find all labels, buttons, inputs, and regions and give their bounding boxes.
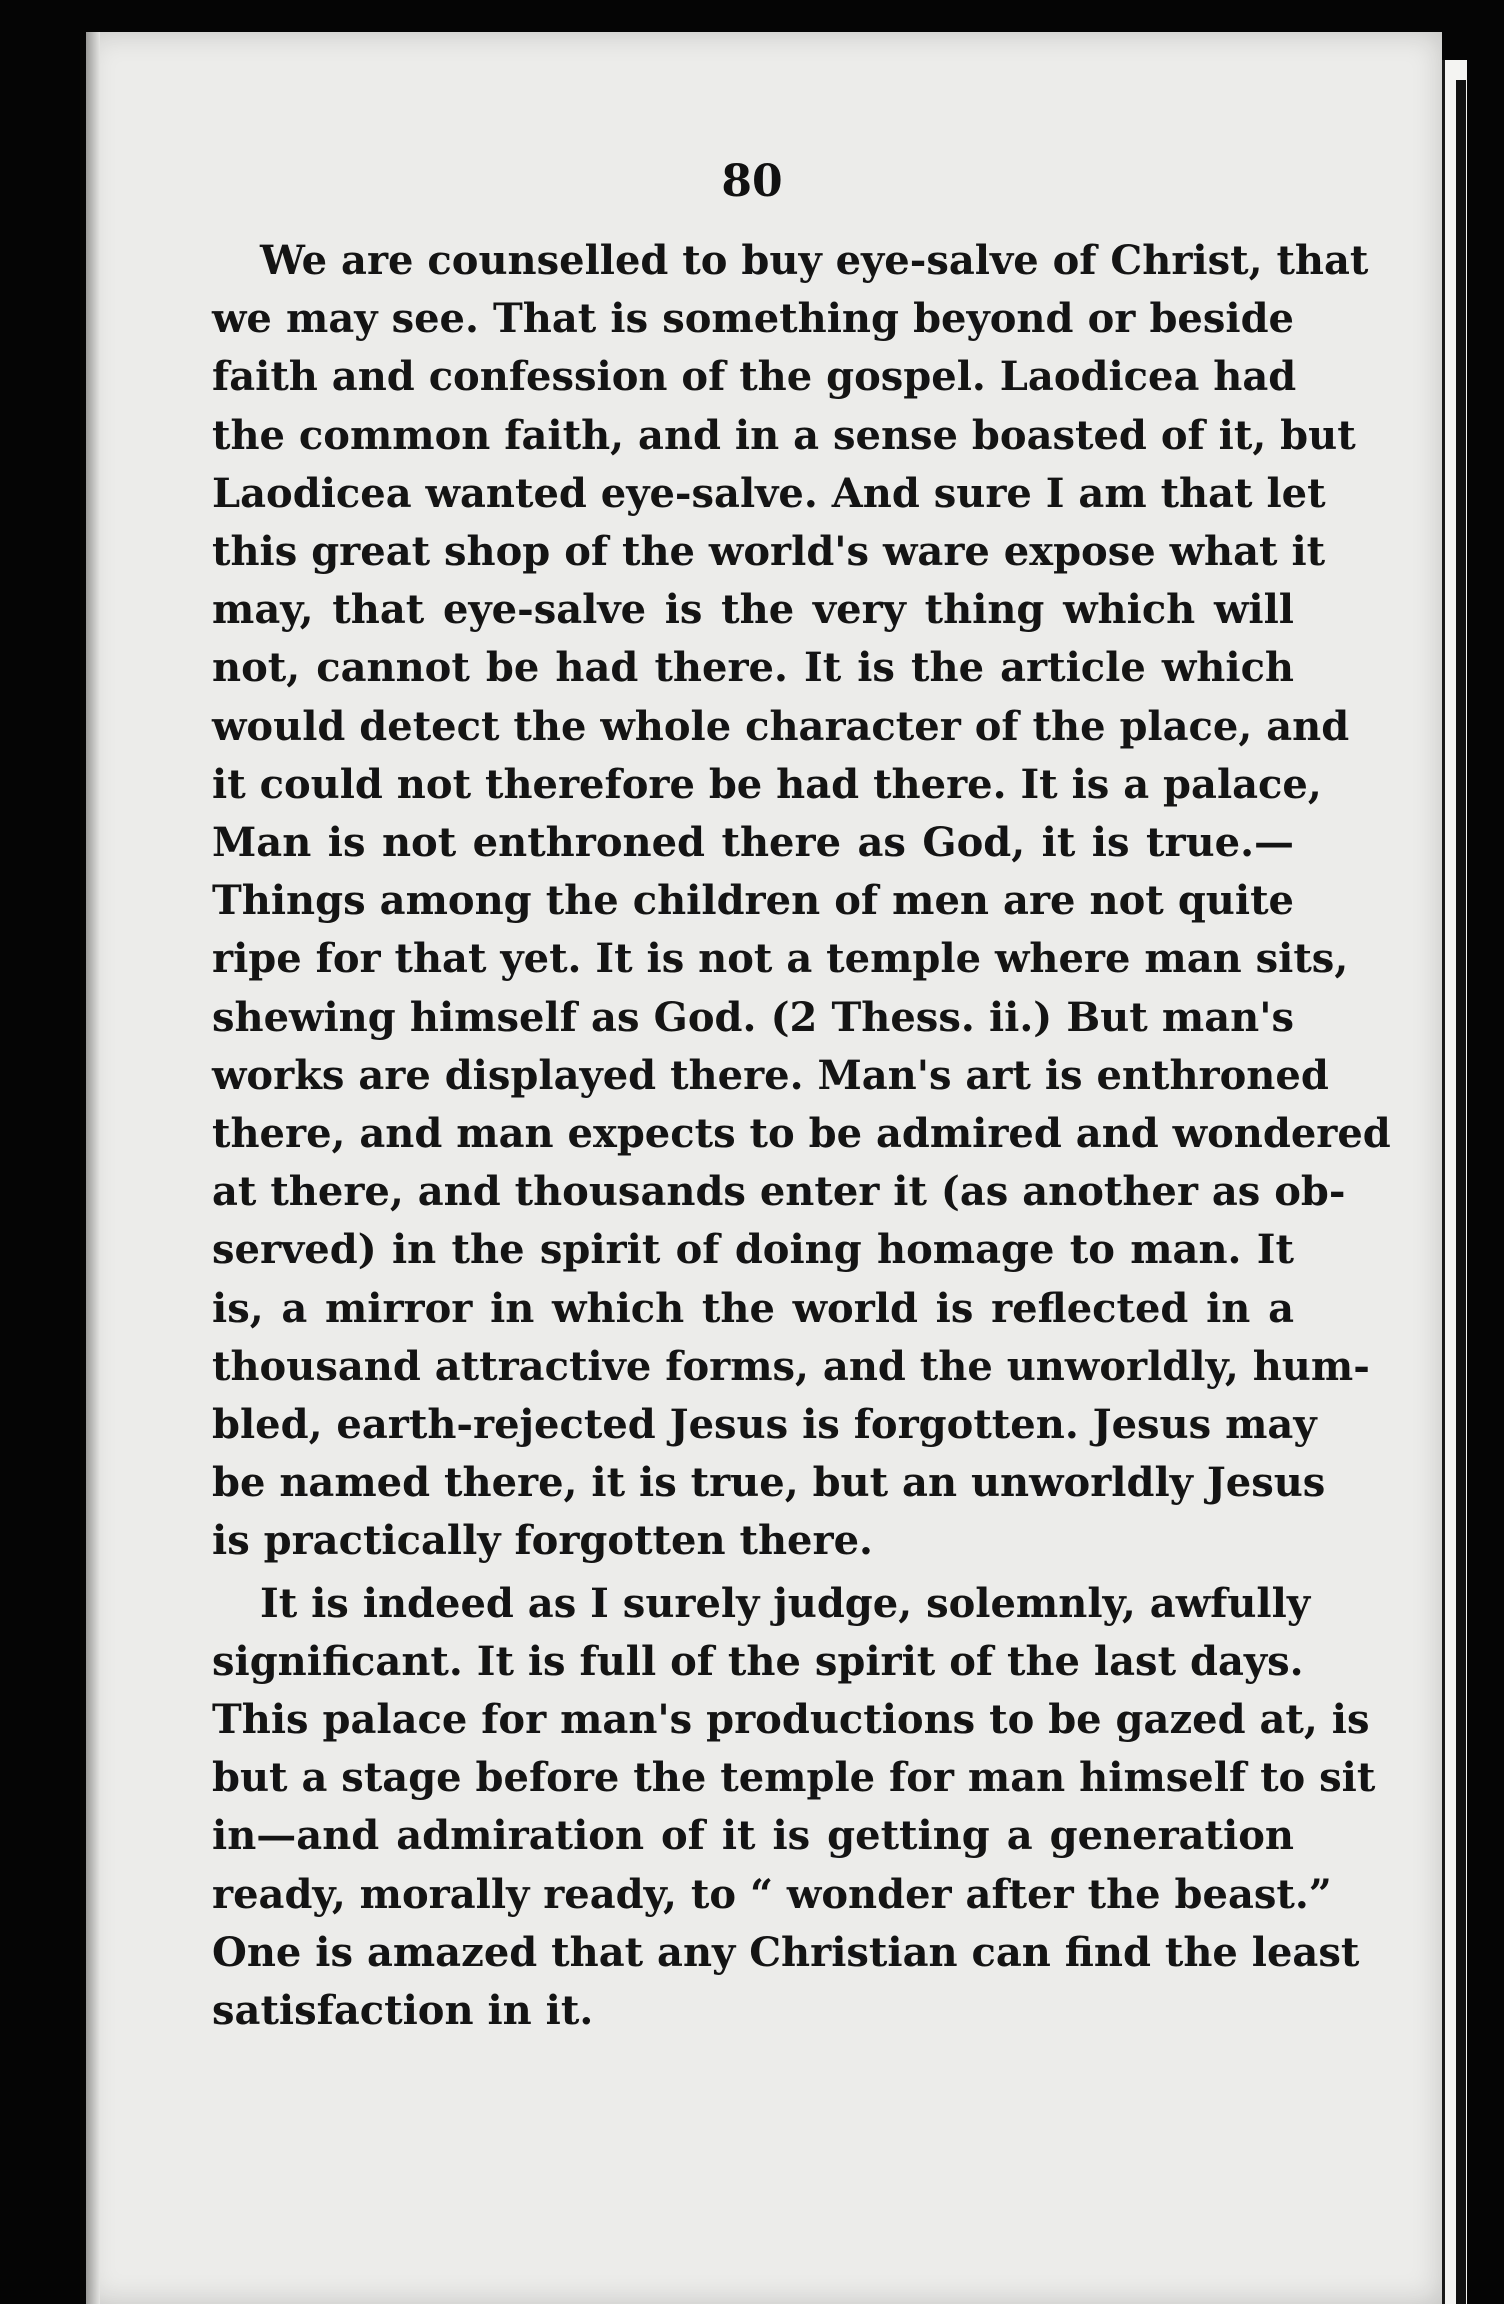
paragraph [212, 232, 1391, 1571]
text-line: served) in the spirit of doing homage to man. It [212, 1226, 1294, 1274]
text-line: the common faith, and in a sense boasted of it, but [212, 411, 1356, 459]
text-line: not, cannot be had there. It is the article which [212, 644, 1294, 692]
text-line: significant. It is full of the spirit of the last days. [212, 1637, 1304, 1685]
text-line: this great shop of the world's ware expose what it [212, 528, 1326, 576]
text-line: we may see. That is something beyond or beside [212, 295, 1294, 343]
page-number: 80 [721, 156, 783, 207]
body-text [212, 232, 1391, 2040]
text-line: bled, earth-rejected Jesus is forgotten. Jesus may [212, 1401, 1317, 1449]
text-line: would detect the whole character of the place, and [212, 702, 1350, 750]
text-line: Things among the children of men are not quite [212, 877, 1294, 925]
text-line: We are counselled to buy eye-salve of Christ, that [260, 237, 1369, 284]
text-line: is, a mirror in which the world is reflected in a [212, 1284, 1294, 1332]
text-line: One is amazed that any Christian can find the least [212, 1928, 1360, 1976]
text-line: be named there, it is true, but an unworldly Jesus [212, 1459, 1326, 1507]
text-line: there, and man expects to be admired and wondered [212, 1110, 1391, 1158]
text-line: at there, and thousands enter it (as another as ob- [212, 1168, 1346, 1216]
binding-shadow [1456, 80, 1466, 2304]
text-line: satisfaction in it. [212, 1987, 594, 2035]
text-line: but a stage before the temple for man himself to sit [212, 1754, 1376, 1802]
text-line: Man is not enthroned there as God, it is true.— [212, 819, 1294, 867]
paragraph [212, 1575, 1376, 2041]
text-line: thousand attractive forms, and the unworldly, hum- [212, 1342, 1370, 1390]
text-line: shewing himself as God. (2 Thess. ii.) But man's [212, 993, 1294, 1041]
text-line: It is indeed as I surely judge, solemnly, awfully [260, 1579, 1311, 1627]
text-line: works are displayed there. Man's art is enthroned [212, 1051, 1329, 1099]
text-line: ready, morally ready, to “ wonder after the beast.” [212, 1870, 1332, 1918]
text-line: may, that eye-salve is the very thing which will [212, 586, 1294, 634]
text-line: This palace for man's productions to be gazed at, is [212, 1696, 1370, 1744]
text-line: it could not therefore be had there. It is a palace, [212, 760, 1322, 808]
text-line: is practically forgotten there. [212, 1517, 873, 1565]
text-line: ripe for that yet. It is not a temple where man sits, [212, 935, 1349, 983]
text-line: faith and confession of the gospel. Laodicea had [212, 353, 1297, 401]
text-line: Laodicea wanted eye-salve. And sure I am that let [212, 469, 1326, 517]
text-line: in—and admiration of it is getting a generation [212, 1812, 1294, 1860]
